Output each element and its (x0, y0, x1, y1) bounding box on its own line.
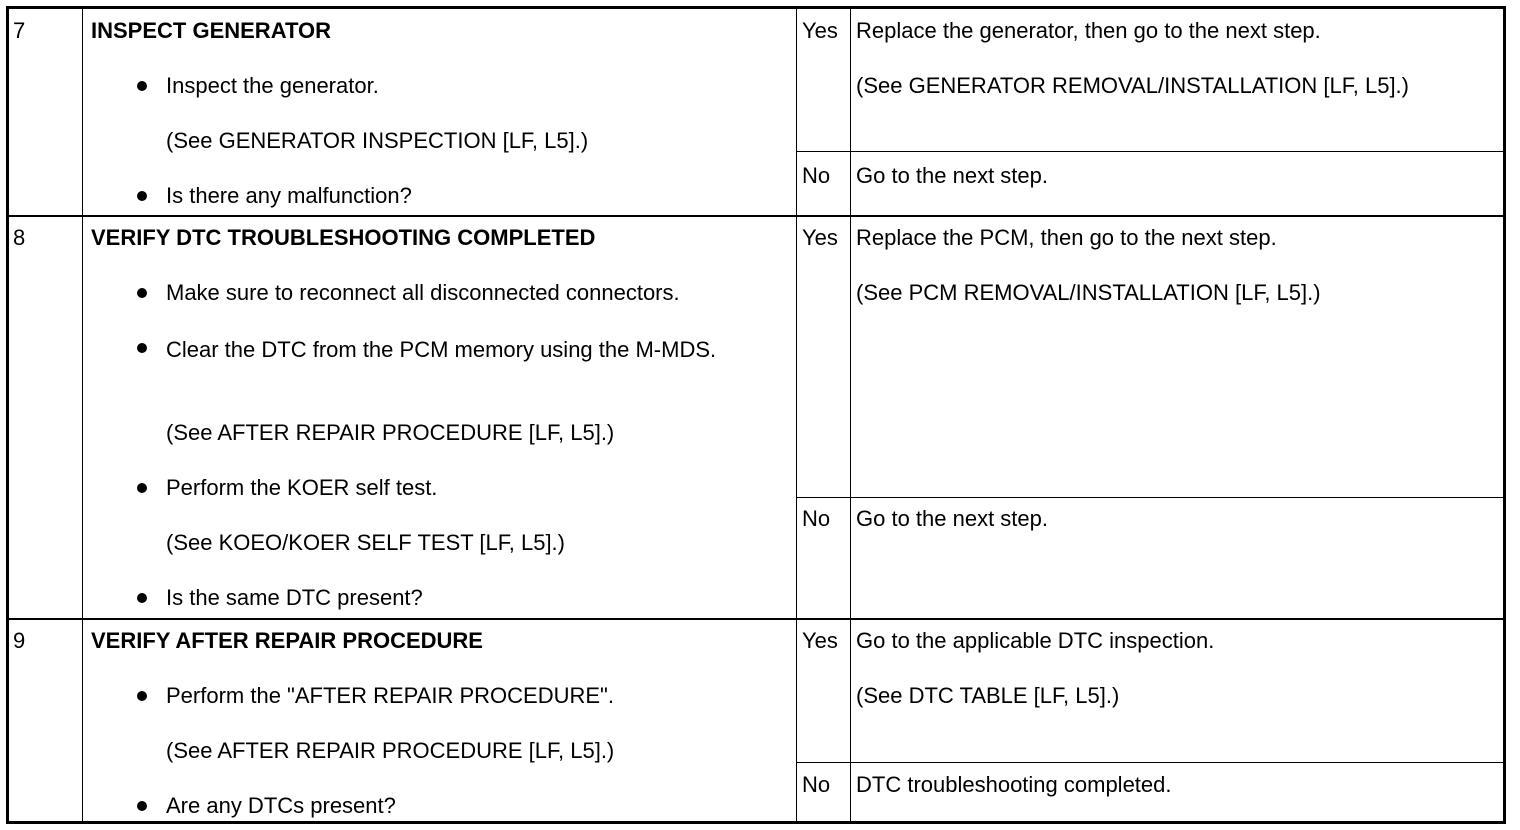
step-instruction: Perform the KOER self test. (166, 475, 438, 500)
yes-label: Yes (802, 628, 838, 653)
yes-action: Replace the generator, then go to the next step. (856, 18, 1321, 43)
bullet-icon (137, 593, 147, 603)
table-row-step-7 (9, 9, 1503, 215)
step-title: INSPECT GENERATOR (91, 18, 331, 43)
step-question: Is the same DTC present? (166, 585, 423, 610)
yes-no-cell (797, 9, 851, 215)
no-label: No (802, 772, 831, 797)
no-action: Go to the next step. (856, 506, 1049, 531)
step-body-cell (83, 217, 797, 618)
yes-no-cell (797, 217, 851, 618)
bullet-icon (137, 483, 147, 493)
divider (797, 151, 850, 152)
yes-reference: (See GENERATOR REMOVAL/INSTALLATION [LF, L5].) (856, 73, 1409, 98)
step-number: 9 (13, 628, 26, 653)
bullet-icon (137, 191, 147, 201)
step-title: VERIFY AFTER REPAIR PROCEDURE (91, 628, 483, 653)
bullet-icon (137, 81, 147, 91)
yes-action: Replace the PCM, then go to the next step. (856, 225, 1277, 250)
step-number: 7 (13, 18, 26, 43)
step-instruction: Perform the "AFTER REPAIR PROCEDURE". (166, 683, 614, 708)
yes-label: Yes (802, 18, 838, 43)
divider (851, 497, 1503, 498)
step-number-cell (9, 620, 83, 821)
divider (797, 762, 850, 763)
troubleshooting-table (6, 6, 1506, 824)
step-reference: (See AFTER REPAIR PROCEDURE [LF, L5].) (166, 420, 615, 445)
divider (851, 151, 1503, 152)
step-number-cell (9, 9, 83, 215)
step-question: Are any DTCs present? (166, 793, 396, 818)
divider (851, 762, 1503, 763)
yes-reference: (See DTC TABLE [LF, L5].) (856, 683, 1120, 708)
table-row-step-8 (9, 215, 1503, 618)
action-cell (851, 9, 1503, 215)
step-reference: (See AFTER REPAIR PROCEDURE [LF, L5].) (166, 738, 615, 763)
bullet-icon (137, 801, 147, 811)
step-number: 8 (13, 225, 26, 250)
no-action: Go to the next step. (856, 163, 1049, 188)
step-instruction: Make sure to reconnect all disconnected connectors. (166, 280, 680, 305)
bullet-icon (137, 343, 147, 353)
step-question: Is there any malfunction? (166, 183, 412, 208)
step-instruction: Clear the DTC from the PCM memory using the M-MDS. (166, 337, 717, 362)
yes-reference: (See PCM REMOVAL/INSTALLATION [LF, L5].) (856, 280, 1321, 305)
action-cell (851, 620, 1503, 821)
step-reference: (See KOEO/KOER SELF TEST [LF, L5].) (166, 530, 565, 555)
step-title: VERIFY DTC TROUBLESHOOTING COMPLETED (91, 225, 596, 250)
step-body-cell (83, 620, 797, 821)
yes-action: Go to the applicable DTC inspection. (856, 628, 1215, 653)
step-reference: (See GENERATOR INSPECTION [LF, L5].) (166, 128, 589, 153)
divider (797, 497, 850, 498)
step-body-cell (83, 9, 797, 215)
bullet-icon (137, 691, 147, 701)
no-label: No (802, 163, 831, 188)
table-row-step-9 (9, 618, 1503, 821)
no-action: DTC troubleshooting completed. (856, 772, 1172, 797)
yes-no-cell (797, 620, 851, 821)
step-number-cell (9, 217, 83, 618)
no-label: No (802, 506, 831, 531)
action-cell (851, 217, 1503, 618)
yes-label: Yes (802, 225, 838, 250)
step-instruction: Inspect the generator. (166, 73, 379, 98)
bullet-icon (137, 288, 147, 298)
